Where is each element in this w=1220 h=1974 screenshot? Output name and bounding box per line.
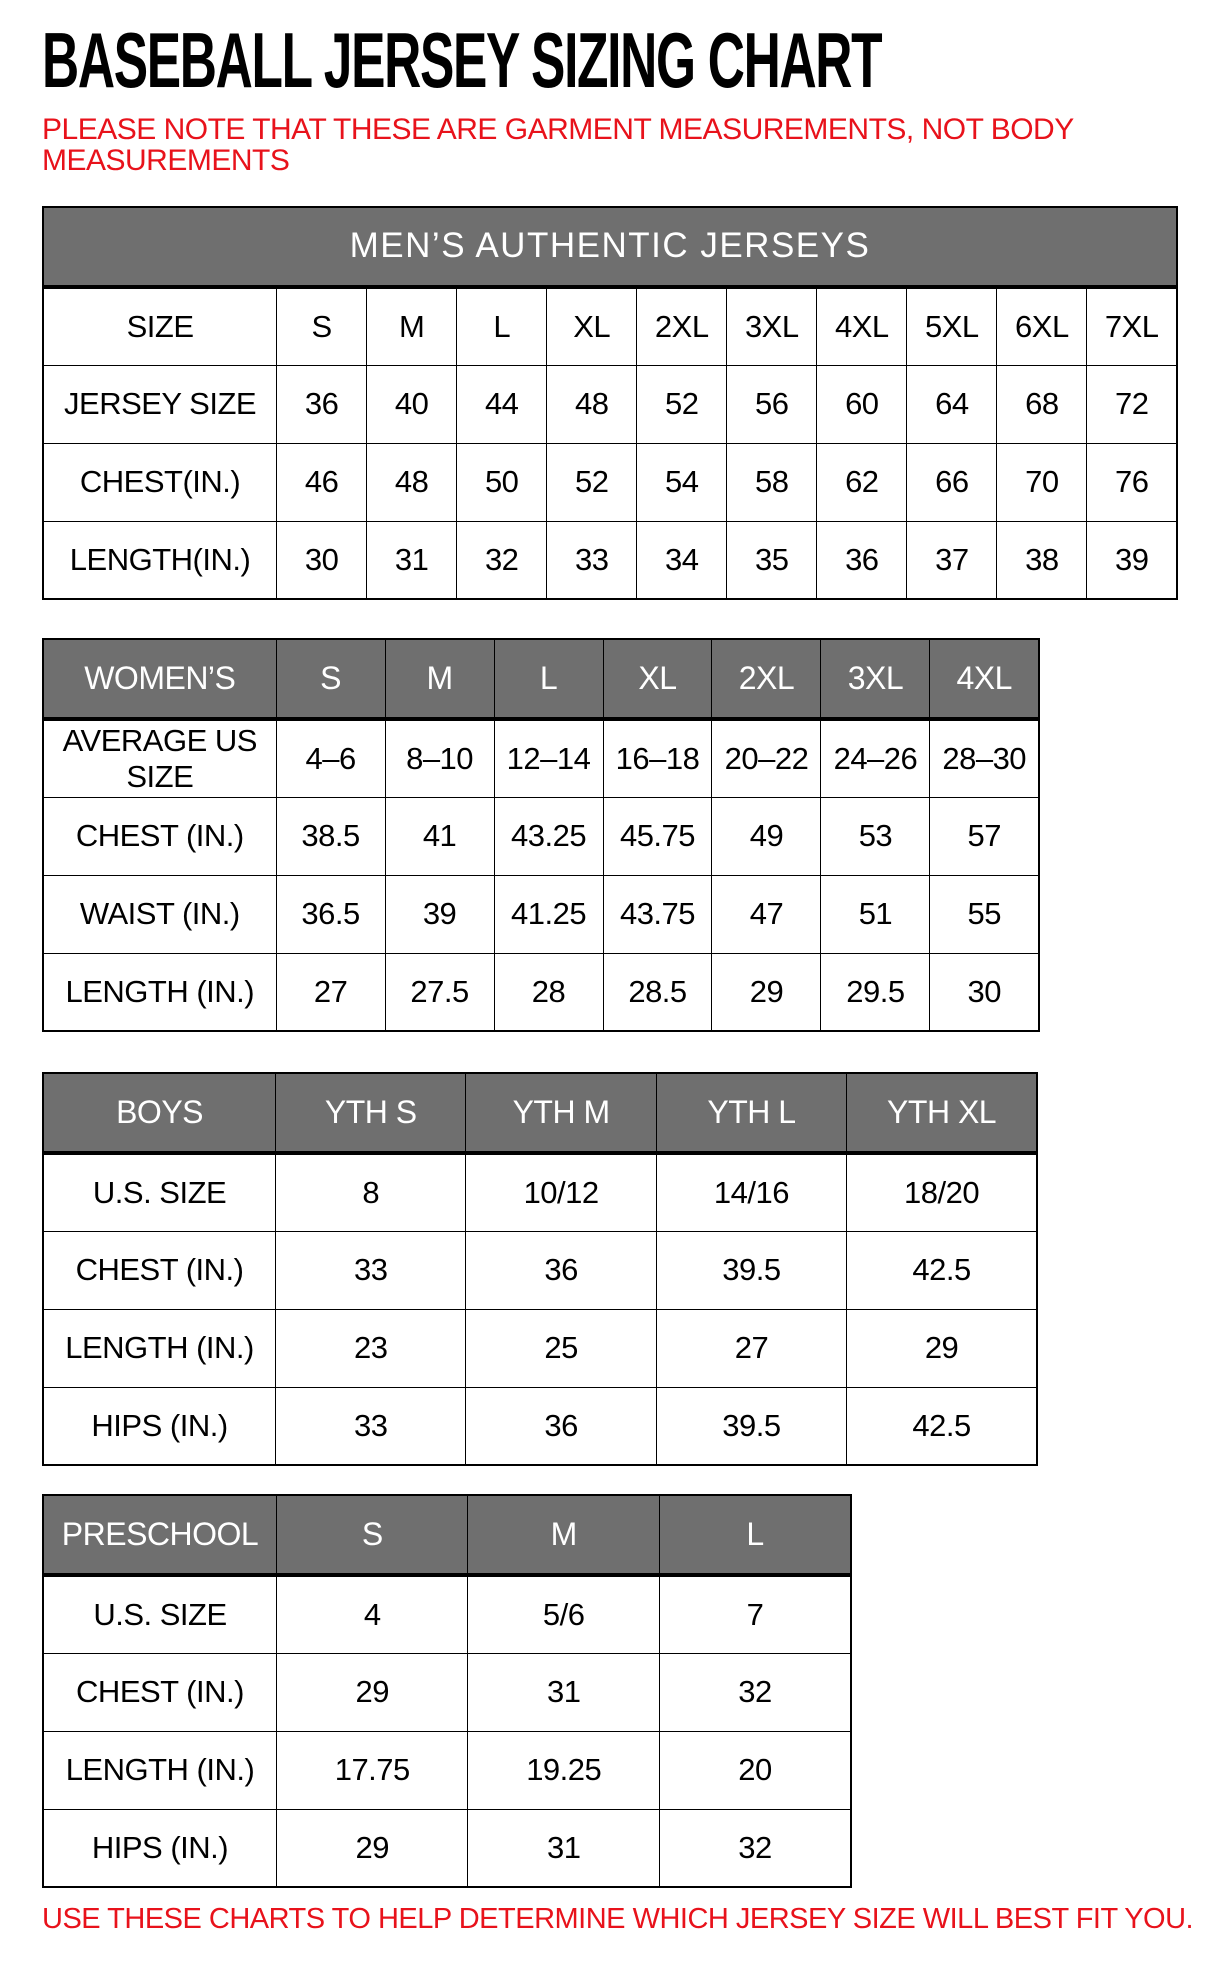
value-cell: 30: [277, 521, 367, 599]
row-label-cell: JERSEY SIZE: [43, 365, 277, 443]
row-label-cell: AVERAGE US SIZE: [43, 719, 276, 797]
row-label-cell: CHEST (IN.): [43, 797, 276, 875]
value-cell: 8: [276, 1153, 466, 1231]
column-header-cell: YTH M: [466, 1073, 656, 1153]
value-cell: 38.5: [276, 797, 385, 875]
table-row: [43, 1153, 1037, 1231]
value-cell: 8–10: [385, 719, 494, 797]
column-header-cell: YTH S: [276, 1073, 466, 1153]
row-label-cell: LENGTH(IN.): [43, 521, 277, 599]
value-cell: 29: [277, 1809, 468, 1887]
column-header-cell: 3XL: [821, 639, 930, 719]
value-cell: 39.5: [656, 1387, 846, 1465]
value-cell: 28.5: [603, 953, 712, 1031]
value-cell: 38: [997, 521, 1087, 599]
table-header-row: [43, 1073, 1037, 1153]
value-cell: 36: [817, 521, 907, 599]
value-cell: 48: [547, 365, 637, 443]
row-label-cell: U.S. SIZE: [43, 1575, 277, 1653]
row-label-cell: WAIST (IN.): [43, 875, 276, 953]
value-cell: 14/16: [656, 1153, 846, 1231]
value-cell: 20–22: [712, 719, 821, 797]
footer-text: USE THESE CHARTS TO HELP DETERMINE WHICH JERSEY SIZE WILL BEST FIT YOU.: [42, 1903, 1194, 1935]
row-label-cell: CHEST (IN.): [43, 1653, 277, 1731]
table-row: [43, 1653, 851, 1731]
value-cell: 4XL: [817, 287, 907, 365]
value-cell: 39: [385, 875, 494, 953]
table-row: [43, 1309, 1037, 1387]
value-cell: 27.5: [385, 953, 494, 1031]
mens-authentic-jerseys-table: [42, 206, 1178, 600]
value-cell: 36: [466, 1231, 656, 1309]
value-cell: 32: [457, 521, 547, 599]
value-cell: 16–18: [603, 719, 712, 797]
value-cell: 2XL: [637, 287, 727, 365]
value-cell: 49: [712, 797, 821, 875]
value-cell: 4–6: [276, 719, 385, 797]
table-row: [43, 1731, 851, 1809]
value-cell: 68: [997, 365, 1087, 443]
row-label-cell: LENGTH (IN.): [43, 1731, 277, 1809]
value-cell: 57: [930, 797, 1039, 875]
table-header-row: [43, 1495, 851, 1575]
value-cell: 20: [659, 1731, 851, 1809]
value-cell: XL: [547, 287, 637, 365]
value-cell: 66: [907, 443, 997, 521]
value-cell: 76: [1087, 443, 1177, 521]
value-cell: 31: [367, 521, 457, 599]
value-cell: 34: [637, 521, 727, 599]
column-header-cell: S: [277, 1495, 468, 1575]
garment-measurements-note: PLEASE NOTE THAT THESE ARE GARMENT MEASUREMENTS, NOT BODY MEASUREMENTS: [42, 113, 1074, 177]
value-cell: 18/20: [847, 1153, 1037, 1231]
value-cell: 41.25: [494, 875, 603, 953]
table-row: [43, 521, 1177, 599]
value-cell: 50: [457, 443, 547, 521]
value-cell: 55: [930, 875, 1039, 953]
row-label-cell: U.S. SIZE: [43, 1153, 276, 1231]
value-cell: 51: [821, 875, 930, 953]
value-cell: 42.5: [847, 1387, 1037, 1465]
page-title: BASEBALL JERSEY SIZING CHART: [42, 16, 882, 104]
value-cell: 39.5: [656, 1231, 846, 1309]
row-label-cell: LENGTH (IN.): [43, 1309, 276, 1387]
table-banner-row: [43, 207, 1177, 287]
row-label-cell: HIPS (IN.): [43, 1809, 277, 1887]
value-cell: 29.5: [821, 953, 930, 1031]
value-cell: 35: [727, 521, 817, 599]
table-banner: MEN’S AUTHENTIC JERSEYS: [43, 207, 1177, 287]
table-row: [43, 719, 1039, 797]
value-cell: S: [277, 287, 367, 365]
value-cell: 60: [817, 365, 907, 443]
column-header-cell: WOMEN’S: [43, 639, 276, 719]
value-cell: 52: [547, 443, 637, 521]
table-row: [43, 1231, 1037, 1309]
value-cell: 33: [276, 1231, 466, 1309]
value-cell: 72: [1087, 365, 1177, 443]
column-header-cell: YTH L: [656, 1073, 846, 1153]
value-cell: 31: [468, 1653, 659, 1731]
column-header-cell: M: [468, 1495, 659, 1575]
column-header-cell: BOYS: [43, 1073, 276, 1153]
value-cell: 41: [385, 797, 494, 875]
value-cell: 7: [659, 1575, 851, 1653]
value-cell: 31: [468, 1809, 659, 1887]
value-cell: 12–14: [494, 719, 603, 797]
value-cell: 54: [637, 443, 727, 521]
value-cell: 48: [367, 443, 457, 521]
value-cell: 6XL: [997, 287, 1087, 365]
value-cell: 36.5: [276, 875, 385, 953]
table-row: [43, 797, 1039, 875]
value-cell: 46: [277, 443, 367, 521]
value-cell: 40: [367, 365, 457, 443]
column-header-cell: PRESCHOOL: [43, 1495, 277, 1575]
value-cell: 5/6: [468, 1575, 659, 1653]
value-cell: 44: [457, 365, 547, 443]
value-cell: 10/12: [466, 1153, 656, 1231]
value-cell: 58: [727, 443, 817, 521]
value-cell: 23: [276, 1309, 466, 1387]
value-cell: 43.25: [494, 797, 603, 875]
value-cell: 36: [466, 1387, 656, 1465]
value-cell: 32: [659, 1809, 851, 1887]
column-header-cell: XL: [603, 639, 712, 719]
value-cell: 52: [637, 365, 727, 443]
value-cell: 56: [727, 365, 817, 443]
row-label-cell: CHEST (IN.): [43, 1231, 276, 1309]
value-cell: 3XL: [727, 287, 817, 365]
value-cell: 28: [494, 953, 603, 1031]
value-cell: 7XL: [1087, 287, 1177, 365]
value-cell: 24–26: [821, 719, 930, 797]
column-header-cell: S: [276, 639, 385, 719]
womens-table: [42, 638, 1040, 1032]
value-cell: L: [457, 287, 547, 365]
column-header-cell: 4XL: [930, 639, 1039, 719]
value-cell: 43.75: [603, 875, 712, 953]
table-row: [43, 1387, 1037, 1465]
value-cell: 27: [276, 953, 385, 1031]
table-row: [43, 1575, 851, 1653]
value-cell: 29: [847, 1309, 1037, 1387]
column-header-cell: L: [494, 639, 603, 719]
value-cell: 45.75: [603, 797, 712, 875]
value-cell: 29: [712, 953, 821, 1031]
value-cell: 30: [930, 953, 1039, 1031]
row-label-cell: CHEST(IN.): [43, 443, 277, 521]
value-cell: 19.25: [468, 1731, 659, 1809]
value-cell: 37: [907, 521, 997, 599]
value-cell: 25: [466, 1309, 656, 1387]
table-row: [43, 953, 1039, 1031]
column-header-cell: L: [659, 1495, 851, 1575]
value-cell: 62: [817, 443, 907, 521]
value-cell: 36: [277, 365, 367, 443]
value-cell: 27: [656, 1309, 846, 1387]
column-header-cell: YTH XL: [847, 1073, 1037, 1153]
value-cell: 33: [547, 521, 637, 599]
value-cell: 5XL: [907, 287, 997, 365]
value-cell: 28–30: [930, 719, 1039, 797]
table-row: [43, 287, 1177, 365]
row-label-cell: HIPS (IN.): [43, 1387, 276, 1465]
value-cell: 29: [277, 1653, 468, 1731]
value-cell: 39: [1087, 521, 1177, 599]
value-cell: M: [367, 287, 457, 365]
table-row: [43, 875, 1039, 953]
table-header-row: [43, 639, 1039, 719]
value-cell: 64: [907, 365, 997, 443]
value-cell: 47: [712, 875, 821, 953]
column-header-cell: M: [385, 639, 494, 719]
row-label-cell: SIZE: [43, 287, 277, 365]
boys-table: [42, 1072, 1038, 1466]
preschool-table: [42, 1494, 852, 1888]
row-label-cell: LENGTH (IN.): [43, 953, 276, 1031]
value-cell: 42.5: [847, 1231, 1037, 1309]
table-row: [43, 1809, 851, 1887]
value-cell: 33: [276, 1387, 466, 1465]
value-cell: 53: [821, 797, 930, 875]
table-row: [43, 365, 1177, 443]
value-cell: 17.75: [277, 1731, 468, 1809]
value-cell: 70: [997, 443, 1087, 521]
column-header-cell: 2XL: [712, 639, 821, 719]
table-row: [43, 443, 1177, 521]
value-cell: 4: [277, 1575, 468, 1653]
value-cell: 32: [659, 1653, 851, 1731]
